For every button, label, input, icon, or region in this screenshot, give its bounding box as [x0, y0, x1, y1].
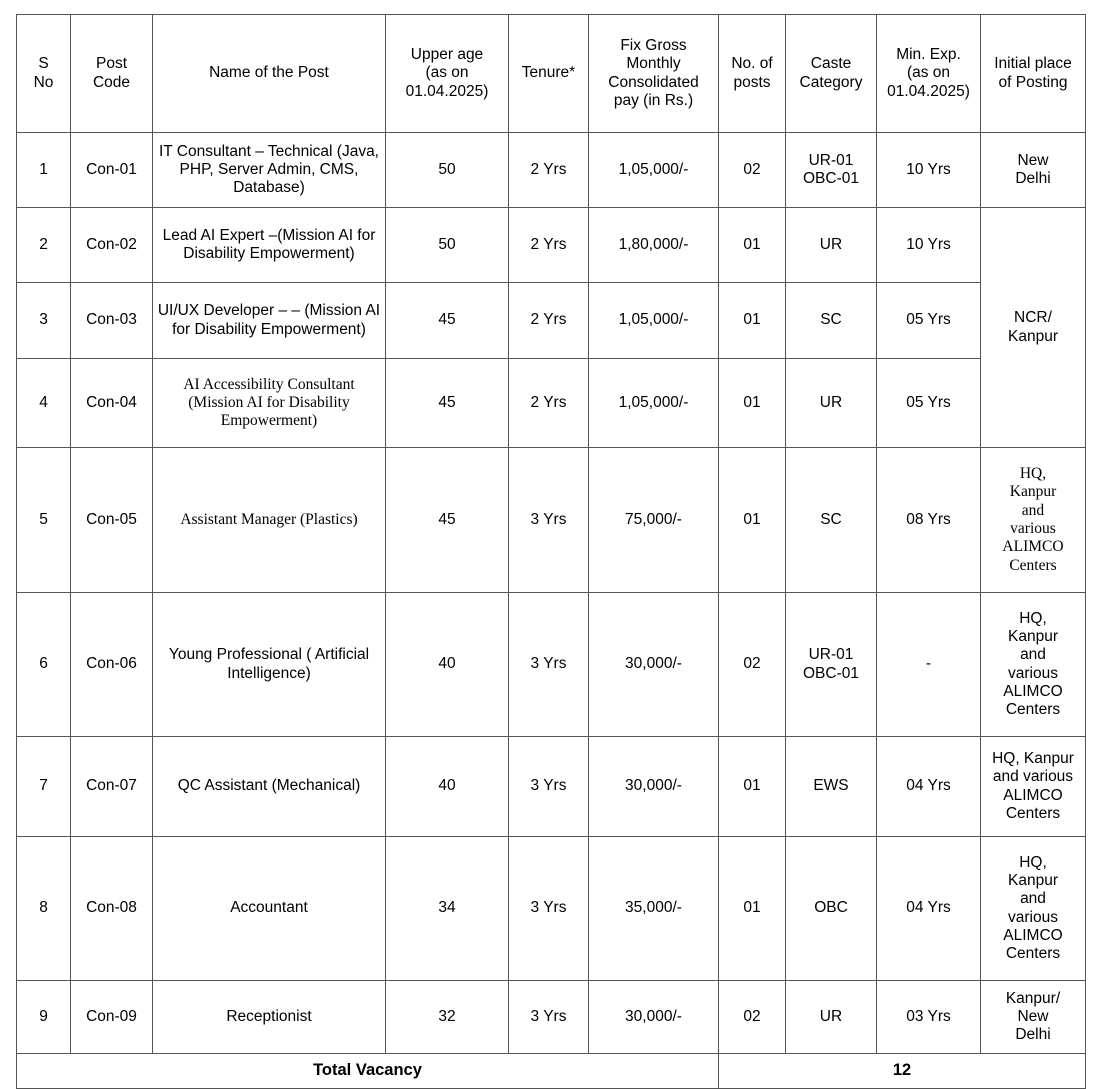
cell-s-no: 1 [17, 133, 71, 208]
place-line1: Kanpur/ [1005, 989, 1061, 1007]
cell-post-code: Con-05 [71, 448, 153, 593]
header-post-code-line2: Code [92, 73, 131, 91]
cell-upper-age: 45 [386, 359, 509, 448]
cell-caste [786, 133, 877, 208]
header-upper-age-line3: 01.04.2025) [405, 82, 489, 100]
header-min-exp-line3: 01.04.2025) [887, 82, 970, 100]
header-upper-age [386, 15, 509, 133]
cell-caste: UR [786, 208, 877, 283]
place-line2: Kanpur [1008, 327, 1058, 345]
cell-post-name: QC Assistant (Mechanical) [153, 737, 386, 837]
cell-min-exp: 04 Yrs [877, 737, 981, 837]
place-line3: and [1020, 890, 1046, 908]
place-line2: Delhi [1015, 170, 1051, 187]
cell-post-code: Con-08 [71, 837, 153, 981]
header-no-of-posts [719, 15, 786, 133]
place-line2: Kanpur [1008, 871, 1058, 889]
place-line1: HQ, [1019, 853, 1047, 871]
cell-post-code: Con-06 [71, 593, 153, 737]
header-s-no-line2: No [33, 73, 54, 91]
cell-caste [786, 593, 877, 737]
cell-min-exp: 05 Yrs [877, 283, 981, 359]
table-row [17, 593, 1086, 737]
cell-s-no: 8 [17, 837, 71, 981]
header-initial-place [981, 15, 1086, 133]
header-no-of-posts-line1: No. of [731, 55, 773, 73]
header-name-of-post [153, 15, 386, 133]
caste-line2: OBC-01 [803, 664, 859, 682]
cell-tenure: 2 Yrs [509, 359, 589, 448]
cell-caste: OBC [786, 837, 877, 981]
cell-place-merged [981, 208, 1086, 448]
cell-place [981, 837, 1086, 981]
cell-no-of-posts: 02 [719, 593, 786, 737]
cell-no-of-posts: 01 [719, 837, 786, 981]
place-line3: and [1021, 501, 1045, 519]
cell-upper-age: 50 [386, 208, 509, 283]
cell-min-exp: 10 Yrs [877, 208, 981, 283]
table-row [17, 208, 1086, 283]
place-line6: Centers [1009, 556, 1057, 574]
caste-line1: UR-01 [808, 151, 854, 169]
cell-min-exp: 05 Yrs [877, 359, 981, 448]
place-line5: ALIMCO [1003, 926, 1063, 944]
cell-no-of-posts: 01 [719, 448, 786, 593]
header-caste-line1: Caste [810, 55, 852, 73]
header-upper-age-line2: (as on [425, 64, 469, 82]
table-body [17, 133, 1086, 1089]
header-upper-age-line1: Upper age [410, 46, 484, 64]
header-post-code-line1: Post [95, 55, 127, 73]
cell-pay: 35,000/- [589, 837, 719, 981]
cell-caste: SC [786, 448, 877, 593]
cell-post-code: Con-09 [71, 981, 153, 1054]
cell-caste: SC [786, 283, 877, 359]
cell-post-code: Con-04 [71, 359, 153, 448]
cell-caste: UR [786, 359, 877, 448]
table-row [17, 981, 1086, 1054]
cell-post-code: Con-02 [71, 208, 153, 283]
place-line2: Kanpur [1009, 483, 1057, 501]
table-row [17, 448, 1086, 593]
cell-tenure: 2 Yrs [509, 133, 589, 208]
cell-upper-age: 34 [386, 837, 509, 981]
cell-post-name: Receptionist [153, 981, 386, 1054]
cell-tenure: 2 Yrs [509, 208, 589, 283]
place-line6: Centers [1005, 945, 1061, 963]
header-no-of-posts-line2: posts [733, 73, 771, 91]
cell-min-exp: 04 Yrs [877, 837, 981, 981]
cell-upper-age: 50 [386, 133, 509, 208]
place-line5: ALIMCO [1002, 538, 1064, 556]
place-line5: ALIMCO [1003, 682, 1063, 700]
header-caste-category [786, 15, 877, 133]
cell-post-name: Assistant Manager (Plastics) [153, 448, 386, 593]
header-min-exp-line1: Min. Exp. [896, 46, 961, 64]
header-pay [589, 15, 719, 133]
header-pay-line2: Monthly [626, 55, 681, 73]
place-line4: various [1008, 908, 1058, 926]
cell-caste: UR [786, 981, 877, 1054]
table-row [17, 837, 1086, 981]
cell-place [981, 981, 1086, 1054]
cell-post-name: AI Accessibility Consultant (Mission AI for Disability Empowerment) [153, 359, 386, 448]
cell-pay: 30,000/- [589, 737, 719, 837]
cell-tenure: 3 Yrs [509, 448, 589, 593]
vacancy-table [16, 14, 1086, 1089]
cell-s-no: 9 [17, 981, 71, 1054]
header-row [17, 15, 1086, 133]
cell-s-no: 5 [17, 448, 71, 593]
place-line1: HQ, [1019, 609, 1047, 627]
cell-no-of-posts: 01 [719, 359, 786, 448]
cell-min-exp: 08 Yrs [877, 448, 981, 593]
cell-no-of-posts: 02 [719, 981, 786, 1054]
header-s-no-line1: S [38, 55, 49, 73]
place-line6: Centers [1005, 701, 1061, 719]
header-pay-line4: pay (in Rs.) [613, 91, 694, 109]
cell-no-of-posts: 01 [719, 208, 786, 283]
cell-pay: 1,05,000/- [589, 283, 719, 359]
cell-pay: 1,05,000/- [589, 359, 719, 448]
place-line3: and [1020, 646, 1046, 664]
cell-pay: 75,000/- [589, 448, 719, 593]
cell-pay: 1,80,000/- [589, 208, 719, 283]
cell-tenure: 3 Yrs [509, 737, 589, 837]
cell-place [981, 593, 1086, 737]
header-name-of-post-line1: Name of the Post [209, 64, 329, 82]
header-pay-line1: Fix Gross [620, 36, 687, 54]
header-post-code [71, 15, 153, 133]
table-row [17, 737, 1086, 837]
cell-s-no: 3 [17, 283, 71, 359]
cell-no-of-posts: 01 [719, 283, 786, 359]
header-pay-line3: Consolidated [608, 73, 699, 91]
table-row [17, 359, 1086, 448]
header-caste-line2: Category [799, 73, 863, 91]
place-line1: HQ, [1019, 465, 1047, 483]
total-vacancy-label: Total Vacancy [17, 1054, 719, 1089]
cell-tenure: 3 Yrs [509, 593, 589, 737]
cell-place [981, 133, 1086, 208]
cell-post-name: Lead AI Expert –(Mission AI for Disability Empowerment) [153, 208, 386, 283]
total-vacancy-row [17, 1054, 1086, 1089]
header-place-line1: Initial place [994, 55, 1072, 73]
header-s-no [17, 15, 71, 133]
place-line4: Centers [1005, 804, 1061, 822]
cell-post-name: Young Professional ( Artificial Intelligence) [153, 593, 386, 737]
cell-min-exp: 03 Yrs [877, 981, 981, 1054]
cell-s-no: 4 [17, 359, 71, 448]
cell-caste: EWS [786, 737, 877, 837]
cell-s-no: 2 [17, 208, 71, 283]
caste-line2: OBC-01 [803, 170, 859, 187]
total-vacancy-value: 12 [719, 1054, 1086, 1089]
cell-post-name: UI/UX Developer – – (Mission AI for Disability Empowerment) [153, 283, 386, 359]
cell-upper-age: 45 [386, 283, 509, 359]
cell-upper-age: 32 [386, 981, 509, 1054]
place-line3: ALIMCO [1003, 786, 1063, 804]
cell-place [981, 737, 1086, 837]
header-min-exp-line2: (as on [906, 64, 951, 82]
cell-pay: 30,000/- [589, 981, 719, 1054]
cell-post-name: IT Consultant – Technical (Java, PHP, Server Admin, CMS, Database) [153, 133, 386, 208]
cell-min-exp: - [877, 593, 981, 737]
cell-tenure: 2 Yrs [509, 283, 589, 359]
cell-upper-age: 45 [386, 448, 509, 593]
cell-tenure: 3 Yrs [509, 837, 589, 981]
cell-no-of-posts: 02 [719, 133, 786, 208]
place-line1: New [1017, 151, 1049, 169]
place-line4: various [1010, 520, 1056, 537]
header-min-exp [877, 15, 981, 133]
header-tenure [509, 15, 589, 133]
place-line1: HQ, Kanpur [992, 749, 1074, 767]
place-line2: New [1017, 1007, 1049, 1025]
cell-tenure: 3 Yrs [509, 981, 589, 1054]
table-row [17, 283, 1086, 359]
cell-upper-age: 40 [386, 593, 509, 737]
caste-line1: UR-01 [808, 646, 854, 664]
place-line1: NCR/ [1014, 309, 1052, 327]
place-line2: Kanpur [1008, 627, 1058, 645]
cell-no-of-posts: 01 [719, 737, 786, 837]
cell-post-code: Con-07 [71, 737, 153, 837]
header-tenure-line1: Tenure* [521, 64, 576, 82]
cell-s-no: 7 [17, 737, 71, 837]
header-place-line2: of Posting [998, 73, 1068, 91]
cell-min-exp: 10 Yrs [877, 133, 981, 208]
place-line3: Delhi [1015, 1026, 1051, 1044]
place-line4: various [1008, 664, 1058, 682]
cell-pay: 1,05,000/- [589, 133, 719, 208]
table-row [17, 133, 1086, 208]
cell-upper-age: 40 [386, 737, 509, 837]
cell-s-no: 6 [17, 593, 71, 737]
table-header [17, 15, 1086, 133]
cell-post-code: Con-01 [71, 133, 153, 208]
cell-place [981, 448, 1086, 593]
place-line2: and various [992, 768, 1074, 786]
cell-post-code: Con-03 [71, 283, 153, 359]
cell-post-name: Accountant [153, 837, 386, 981]
cell-pay: 30,000/- [589, 593, 719, 737]
